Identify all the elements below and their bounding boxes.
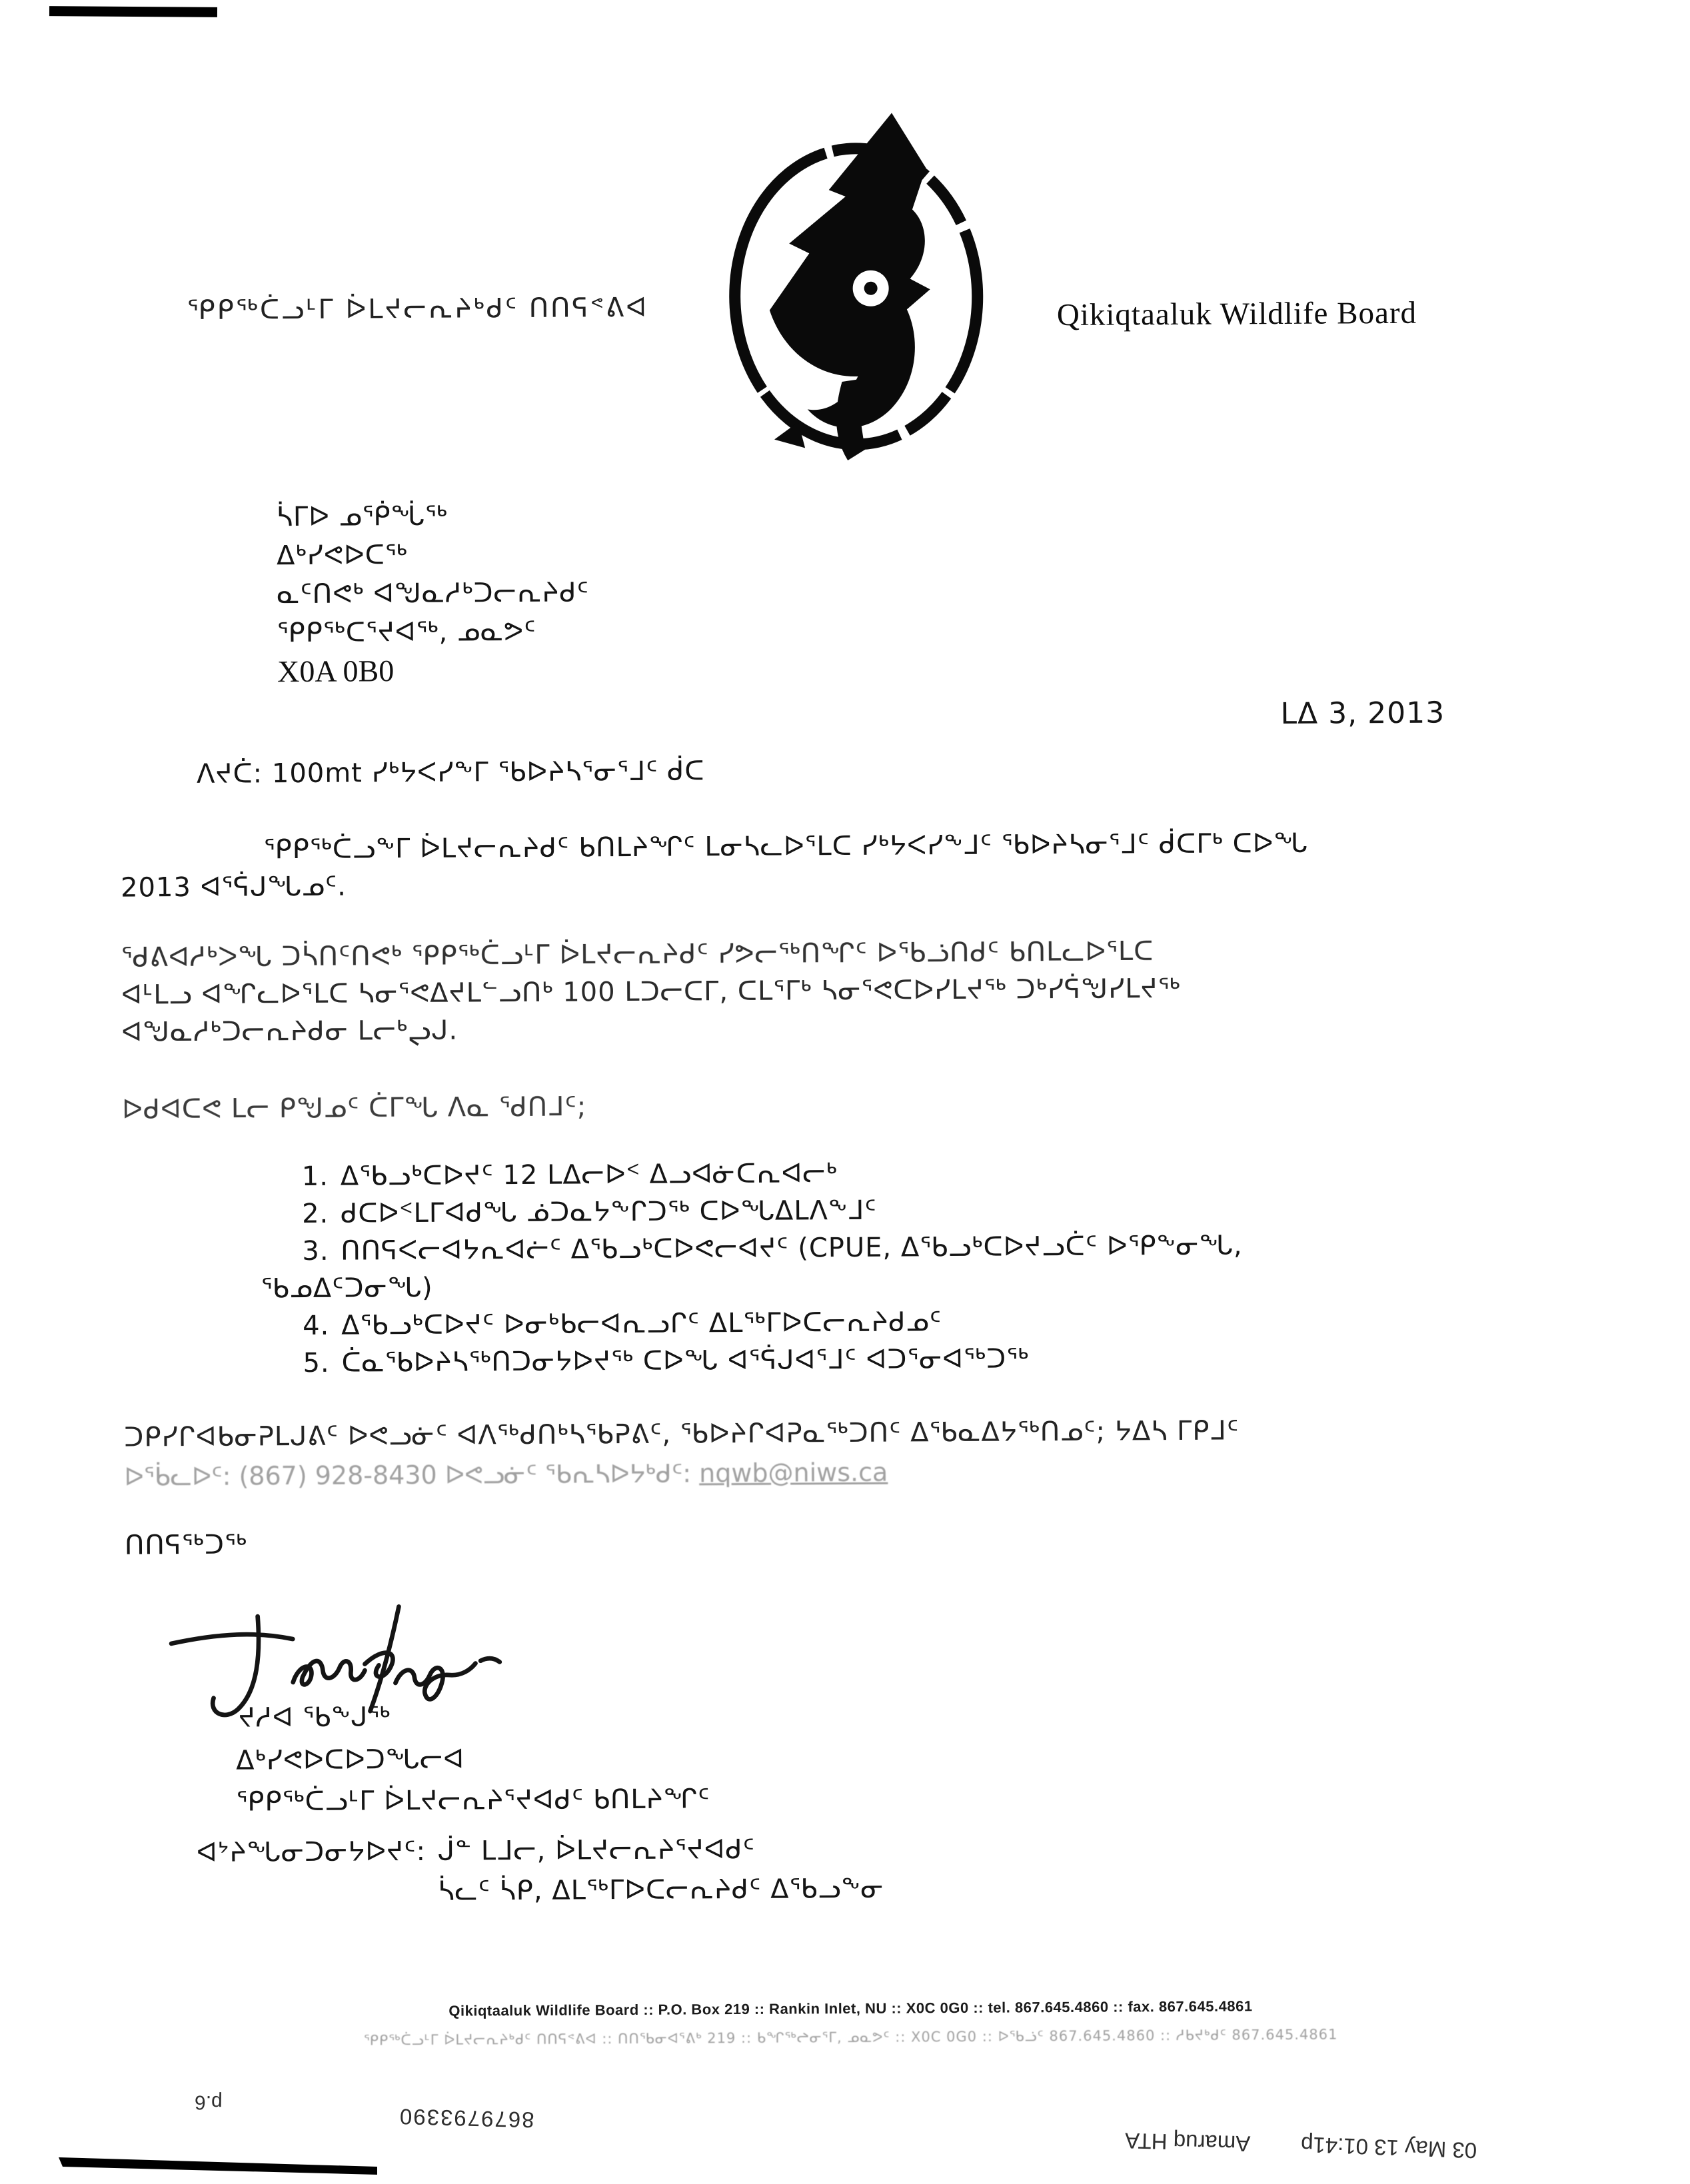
paragraph2-line2: ᐊᒻᒪᓗ ᐊᖏᓚᐅᕐᒪᑕ ᓴᓂᕐᕙᐃᔪᒪᓪᓗᑎᒃ 100 ᒪᑐᓕᑕᒥ, ᑕᒪᕐᒥᒃ ᓴᓂᕐᕙᑕᐅᓯᒪᔪᖅ ᑐᒃᓯᕌᖑᓯᒪᔪᖅ [121,973,1181,1011]
list-item-3-text: ᑎᑎᕋᐸᓕᐊᔭᕆᐊᓖᑦ ᐃᖃᓗᒃᑕᐅᕙᓕᐊᔪᑦ (CPUE, ᐃᖃᓗᒃᑕᐅᔪᓗᑖᑦ ᐅᕿᖕᓂᖓ, [341,1230,1243,1267]
list-intro-line: ᐅᑯᐊᑕᕙ ᒪᓕ ᑭᖑᓄᑦ ᑖᒥᖓ ᐱᓇ ᖁᑎᒧᑦ; [122,1091,587,1125]
list-item-5-text: ᑖᓇᖃᐅᔨᓴᖅᑎᑐᓂᔭᐅᔪᖅ ᑕᐅᖓ ᐊᕐᕌᒍᐊᕐᒧᑦ ᐊᑐᕐᓂᐊᖅᑐᖅ [341,1343,1030,1378]
contact-email: nqwb@niws.ca [698,1457,888,1488]
signer-name: ᔪᓱᐊ ᖃᖕᒍᖅ [238,1702,391,1734]
cc-label: ᐊᔾᔨᖓᓂᑐᓂᔭᐅᔪᑦ: [196,1836,426,1868]
letter-date: ᒪᐃ 3, 2013 [1280,696,1445,731]
fax-sender-name: Amaruq HTA [1124,2128,1251,2157]
scan-mark-bottom-left [0,2152,426,2179]
list-item-1-text: ᐃᖃᓗᒃᑕᐅᔪᑦ 12 ᒪᐃᓕᐅᑉ ᐃᓗᐊᓃᑕᕆᐊᓕᒃ [340,1158,838,1192]
recipient-community: ᕿᑭᖅᑕᕐᔪᐊᖅ, ᓄᓇᕗᑦ [277,616,536,649]
list-item-2-number: 2. [301,1198,329,1229]
paragraph2-line1: ᖁᕕᐊᓱᒃᐳᖓ ᑐᓵᑎᑦᑎᕙᒃ ᕿᑭᖅᑖᓗᒻᒥ ᐆᒪᔪᓕᕆᔨᑯᑦ ᓯᕗᓕᖅᑎᖏᑦ ᐅᖃᓘᑎᑯᑦ ᑲᑎᒪᓚᐅᕐᒪᑕ [121,936,1154,973]
recipient-title: ᐃᒃᓯᕙᐅᑕᖅ [276,539,408,572]
list-item-4-text: ᐃᖃᓗᒃᑕᐅᔪᑦ ᐅᓂᒃᑲᓕᐊᕆᓗᒋᑦ ᐃᒪᖅᒥᐅᑕᓕᕆᔨᑯᓄᑦ [341,1307,942,1341]
wildlife-board-logo-icon [688,89,1024,477]
fax-number: 8679793390 [398,2104,534,2133]
contact-line1: ᑐᑭᓯᒋᐊᑲᓂᕈᒪᒍᕕᑦ ᐅᕙᓗᓃᑦ ᐊᐱᖅᑯᑎᒃᓴᖃᕈᕕᑦ, ᖃᐅᔨᒋᐊᕈᓇᖅᑐᑎᑦ ᐃᖃᓇᐃᔭᖅᑎᓄᑦ; ᔭᐃᓴ ᒥᑭᒧᑦ [124,1415,1240,1453]
list-item-2-text: ᑯᑕᐅᑉᒪᒥᐊᑯᖓ ᓅᑐᓇᔭᖕᒋᑐᖅ ᑕᐅᖓᐃᒪᐱᖕᒧᑦ [340,1195,877,1229]
list-item-3-continuation-text: ᖃᓄᐃᑦᑐᓂᖓ) [261,1272,433,1305]
footer-english-line: Qikiqtaaluk Wildlife Board :: P.O. Box 219 :: Rankin Inlet, NU :: X0C 0G0 :: tel. 867.645.4860 :: fax. 867.645.4861 [448,1997,1253,2019]
paragraph1-line1: ᕿᑭᖅᑖᓗᖕᒥ ᐆᒪᔪᓕᕆᔨᑯᑦ ᑲᑎᒪᔨᖏᑦ ᒪᓂᓴᓚᐅᕐᒪᑕ ᓯᒃᔭᐸᓯᖕᒧᑦ ᖃᐅᔨᓴᓂᕐᒧᑦ ᑰᑕᒥᒃ ᑕᐅᖓ [263,827,1308,865]
recipient-name: ᓵᒥᐅ ᓄᖀᖔᖅ [276,500,448,533]
recipient-postal-code: X0A 0B0 [277,654,395,689]
signer-title: ᐃᒃᓯᕙᐅᑕᐅᑐᖓᓕᐊ [235,1744,465,1776]
list-item-1 [302,1158,838,1192]
cc-entry-1: ᒎᓐ ᒪᒧᓕ, ᐆᒪᔪᓕᕆᔨᕐᔪᐊᑯᑦ [437,1834,756,1867]
list-item-4 [303,1307,942,1341]
cc-entry-2: ᓵᓚᑦ ᓵᑭ, ᐃᒪᖅᒥᐅᑕᓕᕆᔨᑯᑦ ᐃᖃᓗᖕᓂ [438,1873,884,1907]
list-item-5-number: 5. [303,1347,330,1378]
letterhead-org-english: Qikiqtaaluk Wildlife Board [1056,295,1417,333]
paragraph1-line2: 2013 ᐊᕐᕌᒍᖓᓄᑦ. [120,871,347,903]
letterhead-org-syllabics: ᕿᑭᖅᑖᓗᒻᒥ ᐆᒪᔪᓕᕆᔨᒃᑯᑦ ᑎᑎᕋᕝᕕᐊ [187,292,649,326]
subject-line: ᐱᔪᑖ: 100mt ᓯᒃᔭᐸᓯᖕᒥ ᖃᐅᔨᓴᕐᓂᕐᒧᑦ ᑰᑕ [196,756,705,790]
list-item-4-number: 4. [303,1310,330,1341]
paragraph2-line3: ᐊᖑᓇᓱᒃᑐᓕᕆᔨᑯᓂ ᒪᓕᒃᖢᒍ. [121,1015,458,1048]
footer-syllabics-line: ᕿᑭᖅᑖᓗᒻᒥ ᐆᒪᔪᓕᕆᔨᒃᑯᑦ ᑎᑎᕋᕝᕕᐊ :: ᑎᑎᖃᓂᐊᕐᕕᒃ 219 :: ᑲᖏᖅᖠᓂᕐᒥ, ᓄᓇᕗᑦ :: X0C 0G0 :: ᐅᖃᓘᑦ 867.645.4860 :: ᓱᑲᔪᒃᑯᑦ 867.645.4861 [363,2026,1338,2049]
contact-phone-text: ᐅᖄᓚᐅᑦ: (867) 928-8430 ᐅᕙᓗᓃᑦ ᖃᕆᓴᐅᔭᒃᑯᑦ: [124,1458,700,1492]
closing-word: ᑎᑎᕋᖅᑐᖅ [125,1529,248,1561]
list-item-5 [303,1343,1029,1378]
list-item-3 [302,1230,1242,1267]
recipient-address-block [277,496,590,691]
list-item-2 [302,1195,877,1229]
list-item-3-continuation [261,1273,433,1305]
fax-page-number: p.6 [194,2091,223,2114]
list-item-1-number: 1. [301,1161,329,1192]
signer-organization: ᕿᑭᖅᑖᓗᒻᒥ ᐆᒪᔪᓕᕆᔨᕐᔪᐊᑯᑦ ᑲᑎᒪᔨᖏᑦ [236,1784,710,1818]
contact-line2 [124,1458,888,1492]
recipient-organization: ᓇᑦᑎᕙᒃ ᐊᖑᓇᓱᒃᑐᓕᕆᔨᑯᑦ [277,577,590,610]
list-item-3-number: 3. [302,1235,329,1267]
fax-datetime: 03 May 13 01:41p [1300,2132,1477,2163]
